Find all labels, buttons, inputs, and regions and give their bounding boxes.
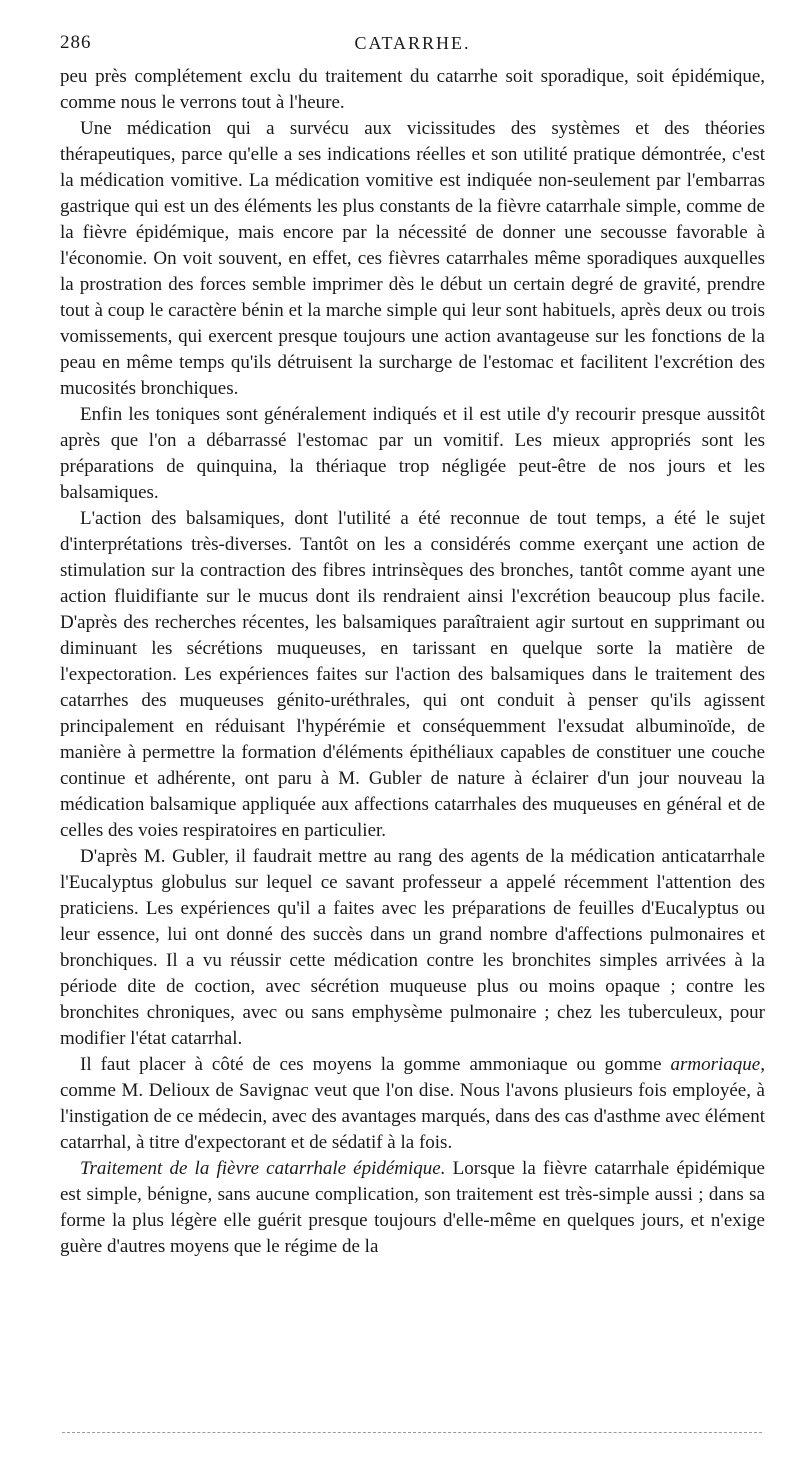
section-heading-epidemic-treatment: Traitement de la fièvre catarrhale épidémique. [80, 1158, 446, 1179]
paragraph-epidemic-treatment [60, 1156, 765, 1260]
page-number: 286 [60, 32, 92, 53]
ammoniac-text-before: Il faut placer à côté de ces moyens la gomme ammoniaque ou gomme [80, 1054, 671, 1075]
paragraph-continuation: peu près complétement exclu du traitement du catarrhe soit sporadique, soit épidémique, comme nous le verrons tout à l'heure. [60, 66, 765, 113]
page [60, 30, 765, 1260]
epidemic-treatment-text: Lorsque la fièvre catarrhale épidémique est simple, bénigne, sans aucune complication, son traitement est très-simple aussi ; dans sa forme la plus légère elle guérit presque toujours d'elle-même en quelques jours, et n'exige guère d'autres moyens que le régime de la [60, 1158, 765, 1257]
running-head [60, 30, 765, 64]
paragraph-balsamics: L'action des balsamiques, dont l'utilité a été reconnue de tout temps, a été le sujet d'interprétations très-diverses. Tantôt on les a considérés comme exerçant une action de stimulation sur la contraction des fibres intrinsèques des bronches, tantôt comme ayant une action fluidifiante sur le mucus dont ils rendraient ainsi l'excrétion beaucoup plus facile. D'après des recherches récentes, les balsamiques paraîtraient agir surtout en supprimant ou diminuant les sécrétions muqueuses, en tarissant en quelque sorte la matière de l'expectoration. Les expériences faites sur l'action des balsamiques dans le traitement des catarrhes des muqueuses génito-uréthrales, qui ont conduit à penser qu'ils agissent principalement en réduisant l'hypérémie et conséquemment l'exsudat albuminoïde, de manière à permettre la formation d'éléments épithéliaux capables de constituer une couche continue et adhérente, ont paru à M. Gubler de nature à éclairer d'un jour nouveau la médication balsamique appliquée aux affections catarrhales des muqueuses en général et de celles des voies respiratoires en particulier. [60, 508, 765, 841]
paragraph-ammoniac-gum [60, 1052, 765, 1156]
paragraph-emetic-medication: Une médication qui a survécu aux vicissitudes des systèmes et des théories thérapeutiques, parce qu'elle a ses indications réelles et son utilité pratique démontrée, c'est la médication vomitive. La médication vomitive est indiquée non-seulement par l'embarras gastrique qui est un des éléments les plus constants de la fièvre catarrhale simple, comme de la fièvre épidémique, mais encore par la nécessité de donner une secousse favorable à l'économie. On voit souvent, en effet, ces fièvres catarrhales même sporadiques auxquelles la prostration des forces semble imprimer dès le début un certain degré de gravité, prendre tout à coup le caractère bénin et la marche simple qui leur sont habituels, après deux ou trois vomissements, qui exercent presque toujours une action avantageuse sur les fonctions de la peau en même temps qu'ils détruisent la surcharge de l'estomac et facilitent l'excrétion des mucosités bronchiques. [60, 118, 765, 399]
ammoniac-italic-term: armoriaque, [670, 1054, 765, 1075]
footer-rule [62, 1432, 762, 1433]
ammoniac-text-after: comme M. Delioux de Savignac veut que l'on dise. Nous l'avons plusieurs fois employée, à l'instigation de ce médecin, avec des avantages marqués, dans des cas d'asthme avec élément catarrhal, à titre d'expectorant et de sédatif à la fois. [60, 1080, 765, 1153]
paragraph-eucalyptus: D'après M. Gubler, il faudrait mettre au rang des agents de la médication anticatarrhale l'Eucalyptus globulus sur lequel ce savant professeur a appelé récemment l'attention des praticiens. Les expériences qu'il a faites avec les préparations de feuilles d'Eucalyptus ou leur essence, lui ont donné des succès dans un grand nombre d'affections pulmonaires et bronchiques. Il a vu réussir cette médication contre les bronchites simples arrivées à la période dite de coction, avec sécrétion muqueuse plus ou moins opaque ; contre les bronchites chroniques, avec ou sans emphysème pulmonaire ; chez les tuberculeux, pour modifier l'état catarrhal. [60, 846, 765, 1049]
paragraph-tonics: Enfin les toniques sont généralement indiqués et il est utile d'y recourir presque aussitôt après que l'on a débarrassé l'estomac par un vomitif. Les mieux appropriés sont les préparations de quinquina, la thériaque trop négligée peut-être de nos jours et les balsamiques. [60, 404, 765, 503]
running-title: CATARRHE. [354, 33, 471, 53]
